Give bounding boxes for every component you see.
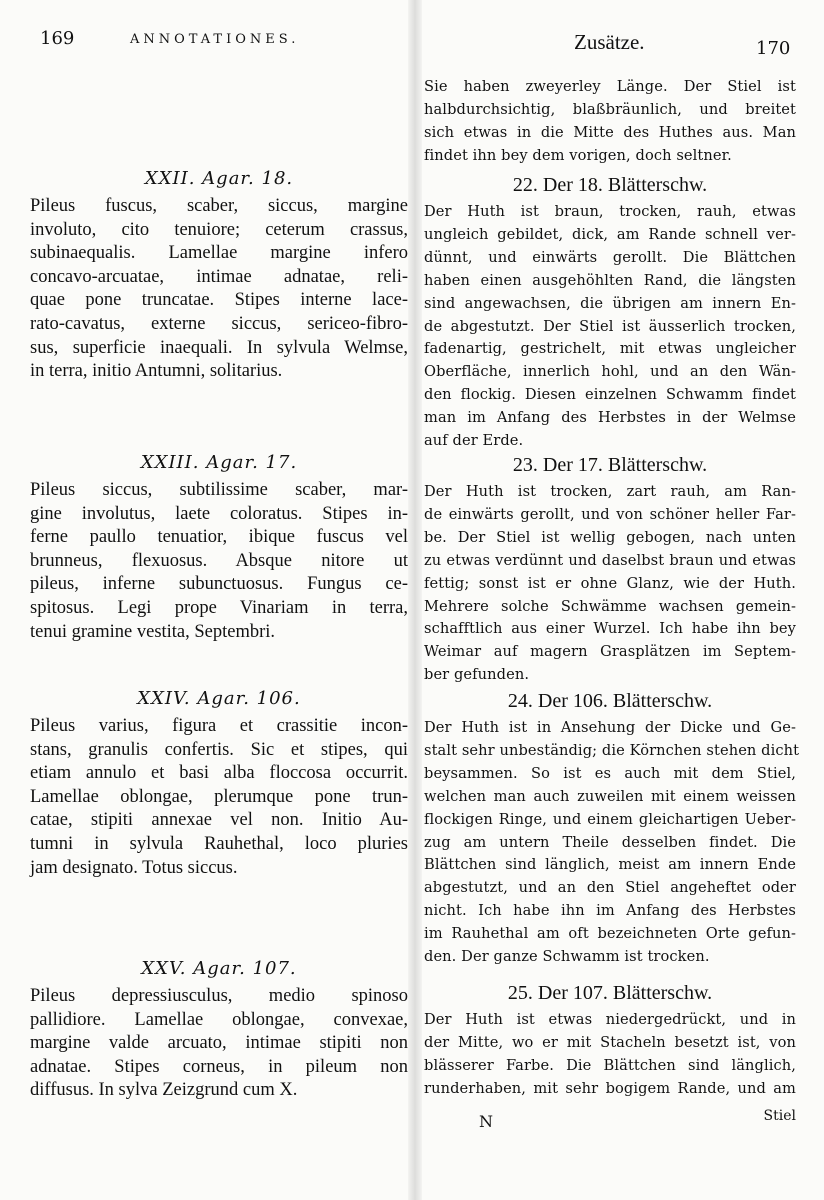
text-line: spitosus. Legi prope Vinariam in terra,	[30, 597, 408, 618]
text-line: sus, superficie inaequali. In sylvula Welmse,	[30, 337, 408, 358]
text-line: Pileus fuscus, scaber, siccus, margine	[30, 196, 408, 216]
entry-text	[424, 1009, 796, 1101]
text-line: diffusus. In sylva Zeizgrund cum X.	[30, 1080, 298, 1101]
latin-entry	[30, 688, 408, 880]
entry-title: 24. Der 106. Blätterschw.	[507, 690, 713, 712]
text-line: tenui gramine vestita, Septembri.	[30, 621, 276, 642]
text-line: flockigen Ringe, und einem gleichartigen Ueber-	[424, 810, 796, 828]
left-page	[30, 0, 408, 1200]
text-line: sich etwas in die Mitte des Huthes aus. Man	[424, 123, 796, 141]
text-line: Lamellae oblongae, plerumque pone trun-	[30, 786, 408, 807]
text-line: gine involutus, laete coloratus. Stipes in-	[30, 503, 408, 524]
text-line: ferne paullo tenuatior, ibique fuscus vel	[30, 527, 408, 548]
entry-title: XXII. Agar. 18.	[144, 168, 294, 189]
text-line: tumni in sylvula Rauhethal, loco pluries	[30, 833, 408, 854]
right-running-title: Zusätze.	[574, 30, 645, 54]
text-line: Pileus siccus, subtilissime scaber, mar-	[30, 480, 408, 500]
text-line: Pileus depressiusculus, medio spinoso	[30, 986, 408, 1006]
latin-entry	[30, 168, 408, 384]
catchword: Stiel	[763, 1108, 796, 1124]
entry-title: XXIV. Agar. 106.	[137, 688, 301, 709]
text-line: runderhaben, mit sehr bogigem Rande, und am	[424, 1079, 796, 1097]
text-line: ungleich gebildet, dick, am Rande schnell ver-	[424, 225, 796, 243]
text-line: zu etwas verdünnt und daselbst braun und etwas	[424, 551, 796, 569]
page-gutter	[408, 0, 422, 1200]
text-line: haben einen ausgehöhlten Rand, die längsten	[424, 271, 796, 289]
entry-text	[424, 201, 796, 453]
text-line: beysammen. So ist es auch mit dem Stiel,	[424, 764, 796, 782]
text-line: Blättchen sind länglich, meist am innern Ende	[424, 856, 796, 874]
text-line: de einwärts gerollt, und von schöner heller Far-	[424, 505, 796, 523]
latin-entry	[30, 452, 408, 644]
entry-title: 23. Der 17. Blätterschw.	[512, 454, 708, 476]
text-line: blässerer Farbe. Die Blättchen sind länglich,	[424, 1056, 796, 1074]
text-line: welchen man auch zuweilen mit einem weissen	[424, 787, 796, 805]
text-line: man im Anfang des Herbstes in der Welmse	[424, 409, 796, 427]
text-line: fadenartig, gestrichelt, mit etwas ungleicher	[424, 340, 796, 358]
entry-text	[30, 479, 408, 644]
german-entry	[424, 452, 796, 687]
entry-text	[30, 195, 408, 384]
left-page-number: 169	[40, 28, 75, 49]
text-line: den flockig. Diesen einzelnen Schwamm findet	[424, 386, 796, 404]
german-entry	[424, 172, 796, 453]
entry-title: XXIII. Agar. 17.	[140, 452, 298, 473]
text-line: den. Der ganze Schwamm ist trocken.	[424, 948, 710, 966]
text-line: findet ihn bey dem vorigen, doch seltner.	[424, 146, 732, 164]
text-line: rato-cavatus, externe siccus, sericeo-fibro-	[30, 313, 408, 334]
text-line: pallidiore. Lamellae oblongae, convexae,	[30, 1009, 408, 1030]
text-line: Sie haben zweyerley Länge. Der Stiel ist	[424, 78, 796, 95]
text-line: schafftlich aus einer Wurzel. Ich habe ihn bey	[424, 620, 796, 638]
text-line: adnatae. Stipes corneus, in pileum non	[30, 1056, 408, 1077]
text-line: etiam annulo et basi alba floccosa occurrit.	[30, 763, 408, 784]
entry-title: 22. Der 18. Blätterschw.	[512, 174, 708, 196]
text-line: im Rauhethal am oft bezeichneten Orte gefun-	[424, 925, 796, 943]
continued-text	[424, 76, 796, 168]
text-line: auf der Erde.	[424, 432, 524, 450]
text-line: catae, stipiti annexae vel non. Initio Au-	[30, 810, 408, 831]
text-line: jam designato. Totus siccus.	[30, 857, 238, 878]
text-line: dünnt, und einwärts gerollt. Die Blättchen	[424, 248, 796, 266]
latin-entry	[30, 958, 408, 1103]
text-line: be. Der Stiel ist wellig gebogen, nach unten	[424, 528, 796, 546]
text-line: Der Huth ist braun, trocken, rauh, etwas	[424, 203, 796, 220]
text-line: pileus, inferne subunctuosus. Fungus ce-	[30, 574, 408, 595]
entry-title: XXV. Agar. 107.	[141, 958, 297, 979]
text-line: sind angewachsen, die übrigen am innern En-	[424, 294, 796, 312]
right-page-number: 170	[756, 38, 791, 59]
entry-text	[30, 985, 408, 1103]
entry-text	[424, 481, 796, 687]
text-line: zug am untern Theile desselben findet. Die	[424, 833, 796, 851]
right-page	[424, 0, 800, 1200]
text-line: Der Huth ist etwas niedergedrückt, und in	[424, 1011, 796, 1028]
entry-text	[30, 715, 408, 880]
text-line: fettig; sonst ist er ohne Glanz, wie der Huth.	[424, 574, 796, 592]
text-line: stalt sehr unbeständig; die Körnchen stehen dicht	[424, 741, 800, 759]
text-line: ber gefunden.	[424, 666, 530, 684]
text-line: Der Huth ist in Ansehung der Dicke und Ge-	[424, 719, 796, 736]
text-line: in terra, initio Antumni, solitarius.	[30, 361, 283, 382]
text-line: quae pone truncatae. Stipes interne lace-	[30, 290, 408, 311]
entry-text	[424, 717, 800, 969]
text-line: subinaequalis. Lamellae margine infero	[30, 243, 408, 264]
german-entry	[424, 980, 796, 1101]
text-line: concavo-arcuatae, intimae adnatae, reli-	[30, 266, 408, 287]
text-line: involuto, cito tenuiore; ceterum crassus,	[30, 219, 408, 240]
german-entry	[424, 688, 800, 969]
text-line: abgestutzt, und an den Stiel angeheftet oder	[424, 879, 796, 897]
left-running-title: ANNOTATIONES.	[130, 32, 300, 47]
signature-mark: N	[479, 1112, 493, 1131]
text-line: Mehrere solche Schwämme wachsen gemein-	[424, 597, 796, 615]
text-line: Pileus varius, figura et crassitie incon-	[30, 716, 408, 736]
entry-title: 25. Der 107. Blätterschw.	[507, 982, 713, 1004]
text-line: margine valde arcuato, intimae stipiti non	[30, 1033, 408, 1054]
text-line: nicht. Ich habe ihn im Anfang des Herbstes	[424, 902, 796, 920]
text-line: halbdurchsichtig, blaßbräunlich, und breitet	[424, 100, 796, 118]
text-line: Weimar auf magern Grasplätzen im Septem-	[424, 643, 796, 661]
text-line: Der Huth ist trocken, zart rauh, am Ran-	[424, 483, 796, 500]
text-line: stans, granulis confertis. Sic et stipes, qui	[30, 739, 408, 760]
text-line: der Mitte, wo er mit Stacheln besetzt ist, von	[424, 1033, 796, 1051]
text-line: Oberfläche, innerlich hohl, und an den Wän-	[424, 363, 796, 381]
text-line: de abgestutzt. Der Stiel ist äusserlich trocken,	[424, 317, 796, 335]
text-line: brunneus, flexuosus. Absque nitore ut	[30, 550, 408, 571]
